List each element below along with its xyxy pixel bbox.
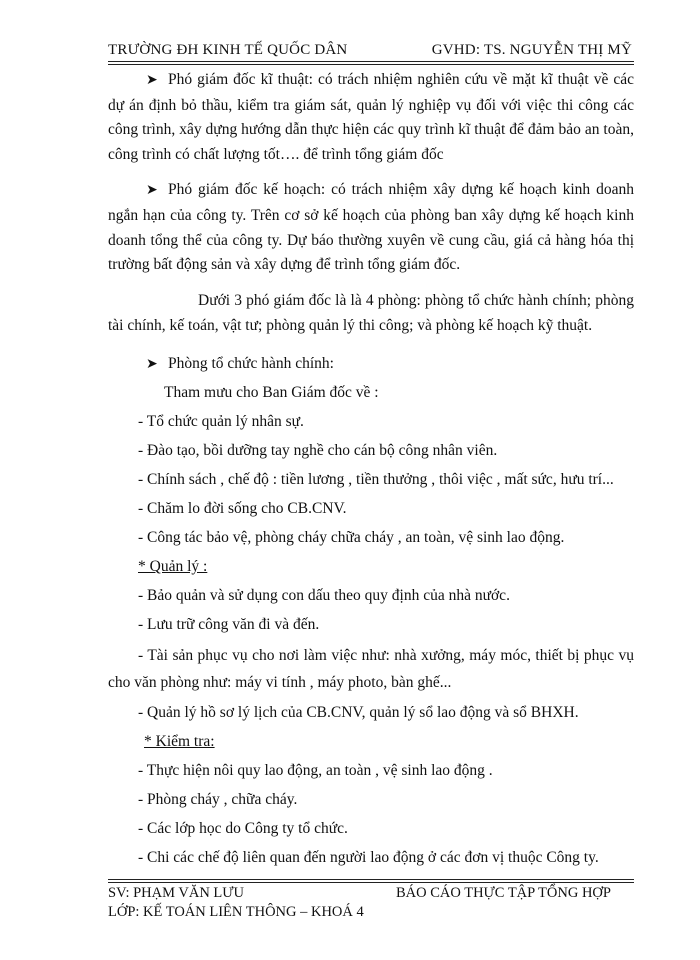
- footer-rule-bottom: [108, 882, 634, 883]
- header-rule-top: [108, 61, 634, 62]
- header-school: TRƯỜNG ĐH KINH TẾ QUỐC DÂN: [108, 42, 348, 58]
- advise-intro: Tham mưu cho Ban Giám đốc về :: [164, 383, 379, 401]
- header-advisor: GVHD: TS. NGUYỄN THỊ MỸ: [431, 42, 632, 58]
- arrow-bullet-icon: ➤: [146, 183, 158, 198]
- paragraph-technical-director: [108, 68, 634, 167]
- list-item: - Chi các chế độ liên quan đến người lao động ở các đơn vị thuộc Công ty.: [138, 848, 599, 866]
- heading-admin-department: [108, 349, 634, 378]
- list-item: - Phòng cháy , chữa cháy.: [138, 790, 298, 808]
- paragraph-text: Phó giám đốc kế hoạch: có trách nhiệm xây dựng kế hoạch kinh doanh ngắn hạn của công ty. Trên cơ sở kế hoạch của phòng ban xây dựng kế hoạch kinh doanh tổng thể của công ty. Dự báo thường xuyên về cung cầu, giá cả hàng hóa thị trường bất động sản và xây dựng để trình tổng giám đốc.: [108, 181, 634, 274]
- arrow-bullet-icon: ➤: [146, 73, 158, 88]
- footer-class: LỚP: KẾ TOÁN LIÊN THÔNG – KHOÁ 4: [108, 904, 364, 920]
- arrow-bullet-icon: ➤: [146, 356, 158, 372]
- page-header: [108, 42, 632, 62]
- heading-text: Phòng tổ chức hành chính:: [168, 354, 334, 372]
- list-item: - Đào tạo, bồi dưỡng tay nghề cho cán bộ công nhân viên.: [138, 441, 498, 459]
- section-title-manage: [108, 552, 634, 581]
- section-title-text: * Quản lý :: [138, 557, 208, 575]
- footer-student: SV: PHẠM VĂN LƯU: [108, 885, 244, 901]
- list-item: - Chính sách , chế độ : tiền lương , tiền thưởng , thôi việc , mất sức, hưu trí...: [138, 470, 614, 488]
- paragraph-planning-director: [108, 178, 634, 278]
- list-item: - Công tác bảo vệ, phòng cháy chữa cháy , an toàn, vệ sinh lao động.: [138, 528, 565, 546]
- footer-rule-top: [108, 879, 634, 880]
- section-title-check: [108, 727, 634, 756]
- header-rule-bottom: [108, 64, 634, 65]
- list-item: - Lưu trữ công văn đi và đến.: [138, 615, 320, 633]
- list-item-text: - Tài sản phục vụ cho nơi làm việc như: nhà xưởng, máy móc, thiết bị phục vụ cho văn phòng như: máy vi tính , máy photo, bàn ghế...: [108, 646, 634, 691]
- list-item: - Các lớp học do Công ty tổ chức.: [138, 819, 348, 837]
- list-item: - Quản lý hồ sơ lý lịch của CB.CNV, quản lý sổ lao động và sổ BHXH.: [138, 703, 579, 721]
- section-title-text: * Kiểm tra:: [144, 732, 215, 750]
- page-footer: [108, 884, 634, 922]
- paragraph-departments: [108, 289, 634, 339]
- list-item: - Bảo quản và sử dụng con dấu theo quy định của nhà nước.: [138, 586, 510, 604]
- paragraph-text: Phó giám đốc kĩ thuật: có trách nhiệm nghiên cứu về mặt kĩ thuật về các dự án định bỏ thầu, kiểm tra giám sát, quản lý nghiệp vụ đối với việc thi công các công trình, xây dựng hướng dẫn thực hiện các quy trình kĩ thuật để đảm bảo an toàn, công trình có chất lượng tốt…. để trình tổng giám đốc: [108, 71, 634, 163]
- list-item: - Chăm lo đời sống cho CB.CNV.: [138, 499, 347, 517]
- list-item: - Thực hiện nôi quy lao động, an toàn , vệ sinh lao động .: [138, 761, 493, 779]
- list-item: [108, 642, 634, 696]
- list-item: - Tổ chức quản lý nhân sự.: [138, 412, 304, 430]
- page-content: [108, 66, 634, 872]
- paragraph-text: Dưới 3 phó giám đốc là là 4 phòng: phòng tổ chức hành chính; phòng tài chính, kế toán, vật tư; phòng quản lý thi công; và phòng kế hoạch kỹ thuật.: [108, 292, 634, 334]
- footer-report-title: BÁO CÁO THỰC TẬP TỔNG HỢP: [396, 885, 611, 901]
